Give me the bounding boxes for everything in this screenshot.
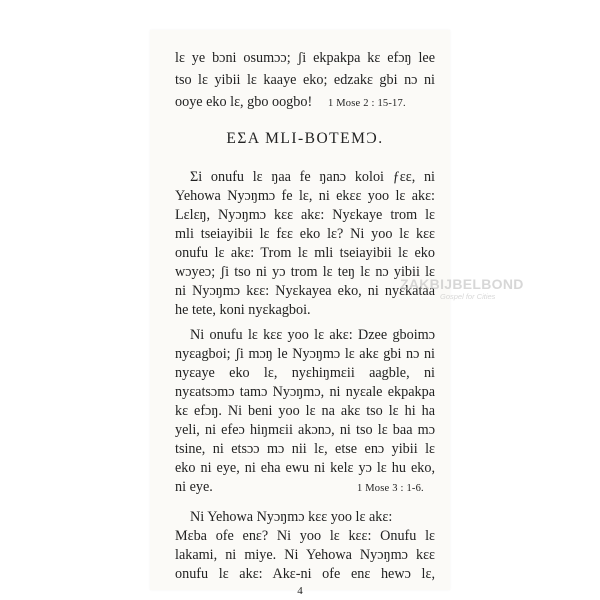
passage1-line-1: lɛ ye bɔni osumɔɔ; ʃi ekpakpa kɛ efɔŋ lee [175,50,435,66]
passage2-p2-line-4: nyɛatsɔmɔ tamɔ Nyɔŋmɔ, ni nyɛale ekpakpa [175,384,435,400]
watermark-text: ZAKBIJBELBOND [400,276,524,292]
watermark-logo [400,276,524,306]
passage2-p1-line-8: he tete, koni nyɛkagboi. [175,302,311,318]
passage2-p2-line-9: ni eye. [175,479,213,495]
watermark-tagline: Gospel for Cities [440,292,496,301]
passage2-p1-line-3: Lɛlɛŋ, Nyɔŋmɔ kɛɛ akɛ: Nyɛkaye trom lɛ [175,207,435,223]
passage2-p2-line-5: kɛ efɔŋ. Ni beni yoo lɛ na akɛ tso lɛ hi ha [175,403,435,419]
passage2-p2-line-7: tsine, ni etsɔɔ mɔ nii lɛ, etse enɔ yibii lɛ [175,441,435,457]
passage1-line-2: tso lɛ yibii lɛ kaaye eko; edzakɛ gbi nɔ ni [175,72,435,88]
passage1-line-3: ooye eko lɛ, gbo oogbo! [175,94,313,110]
passage3-line-1: Ni Yehowa Nyɔŋmɔ kɛɛ yoo lɛ akɛ: [190,509,393,525]
passage2-reference: 1 Mose 3 : 1-6. [357,483,424,494]
passage2-p2-line-2: nyɛagboi; ʃi mɔŋ le Nyɔŋmɔ lɛ akɛ gbi nɔ ni [175,346,435,362]
passage2-p1-line-2: Yehowa Nyɔŋmɔ fe lɛ, ni ekɛɛ yoo lɛ akɛ: [175,188,435,204]
passage2-p2-line-8: eko ni eye, ni eha ewu ni kelɛ yɔ lɛ hu eko, [175,460,435,476]
passage2-p1-line-6: wɔyeɔ; ʃi tso ni yɔ trom lɛ teŋ lɛ nɔ yibii lɛ [175,264,435,280]
passage2-p1-line-7: ni Nyɔŋmɔ kɛɛ: Nyɛkayea eko, ni nyɛkataa [175,283,435,299]
passage3-line-3: lakami, ni miye. Ni Yehowa Nyɔŋmɔ kɛɛ [175,547,435,563]
passage2-p2-line-6: yeli, ni efeɔ hiŋmɛii akɔnɔ, ni tso lɛ baa mɔ [175,422,435,438]
passage2-p1-line-4: mli tseiayibii lɛ fɛɛ eko lɛ? Ni yoo lɛ kɛɛ [175,226,435,242]
passage2-p2-line-1: Ni onufu lɛ kɛɛ yoo lɛ akɛ: Dzee gboimɔ [190,327,435,343]
passage3-line-4: onufu lɛ akɛ: Akɛ-ni ofe enɛ hewɔ lɛ, [175,566,435,582]
passage1-reference: 1 Mose 2 : 15-17. [328,98,406,109]
page-number: 4 [297,585,303,597]
section-heading: ΕΣΑ MLI-BOTEMƆ. [226,130,384,147]
passage2-p1-line-5: onufu lɛ akɛ: Trom lɛ mli tseiayibii lɛ eko [175,245,435,261]
passage3-line-2: Mɛba ofe enɛ? Ni yoo lɛ kɛɛ: Onufu lɛ [175,528,435,544]
passage2-p2-line-3: nyɛaye eko lɛ, nyɛhiŋmɛii aagble, ni [175,365,435,381]
passage2-p1-line-1: Ʃi onufu lɛ ŋaa fe ŋanɔ koloi ƒɛɛ, ni [190,169,435,185]
